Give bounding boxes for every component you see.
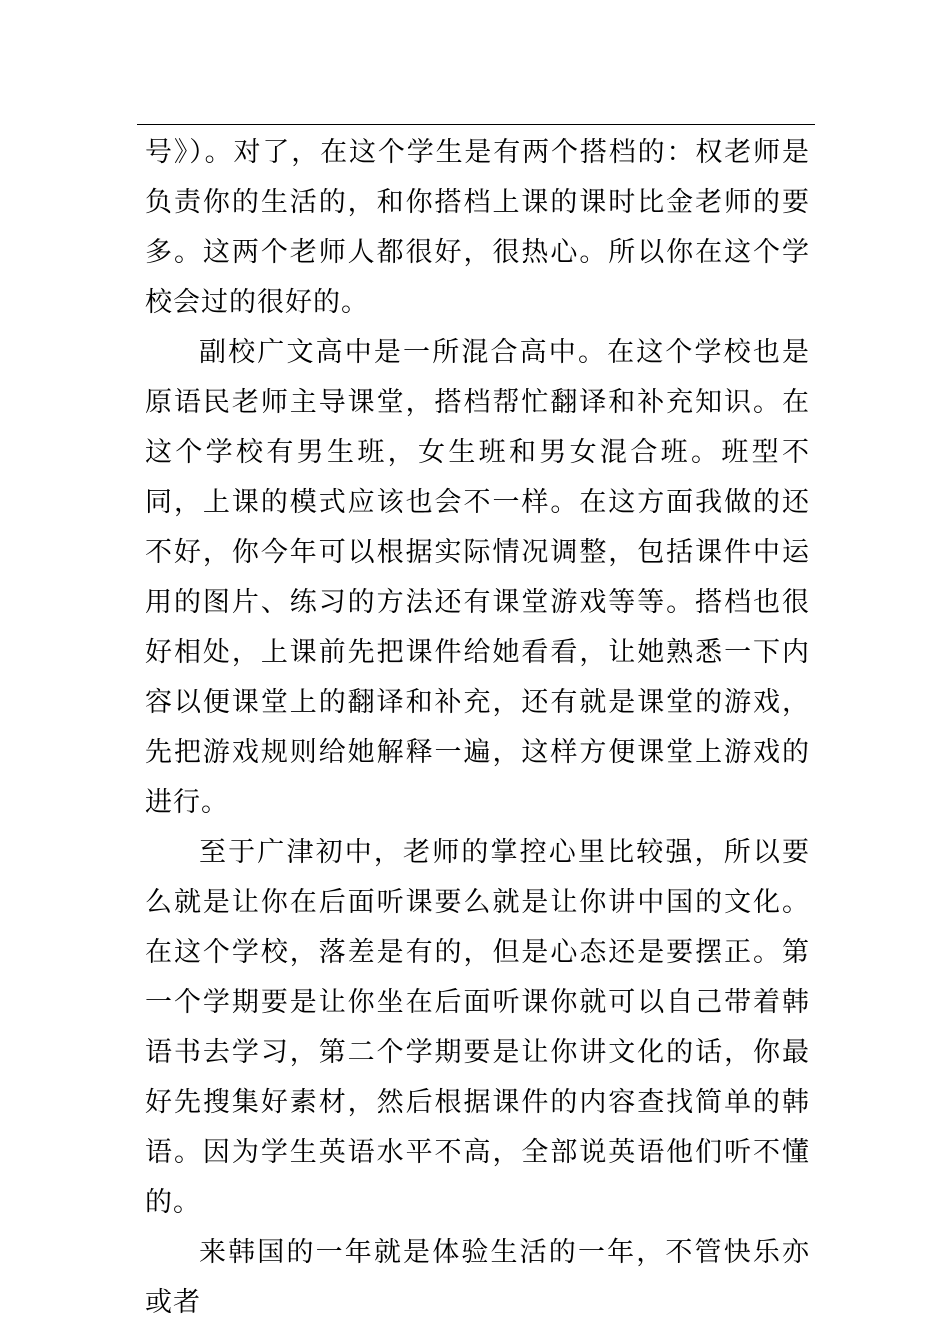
document-body [145,128,810,1328]
header-rule [137,124,815,125]
paragraph-guangjin-middle-school: 至于广津初中，老师的掌控心里比较强，所以要么就是让你在后面听课要么就是让你讲中国的文化。在这个学校，落差是有的，但是心态还是要摆正。第一个学期要是让你坐在后面听课你就可以自己带着韩语书去学习，第二个学期要是让你讲文化的话，你最好先搜集好素材，然后根据课件的内容查找简单的韩语。因为学生英语水平不高，全部说英语他们听不懂的。 [145,837,810,1218]
paragraph-korea-year: 来韩国的一年就是体验生活的一年，不管快乐亦或者 [145,1237,810,1318]
paragraph-continued: 号》）。对了，在这个学生是有两个搭档的：权老师是负责你的生活的，和你搭档上课的课时比金老师的要多。这两个老师人都很好，很热心。所以你在这个学校会过的很好的。 [145,137,810,318]
paragraph-guangwen-high-school: 副校广文高中是一所混合高中。在这个学校也是原语民老师主导课堂，搭档帮忙翻译和补充知识。在这个学校有男生班，女生班和男女混合班。班型不同，上课的模式应该也会不一样。在这方面我做的还不好，你今年可以根据实际情况调整，包括课件中运用的图片、练习的方法还有课堂游戏等等。搭档也很好相处，上课前先把课件给她看看，让她熟悉一下内容以便课堂上的翻译和补充，还有就是课堂的游戏，先把游戏规则给她解释一遍，这样方便课堂上游戏的进行。 [145,337,810,818]
